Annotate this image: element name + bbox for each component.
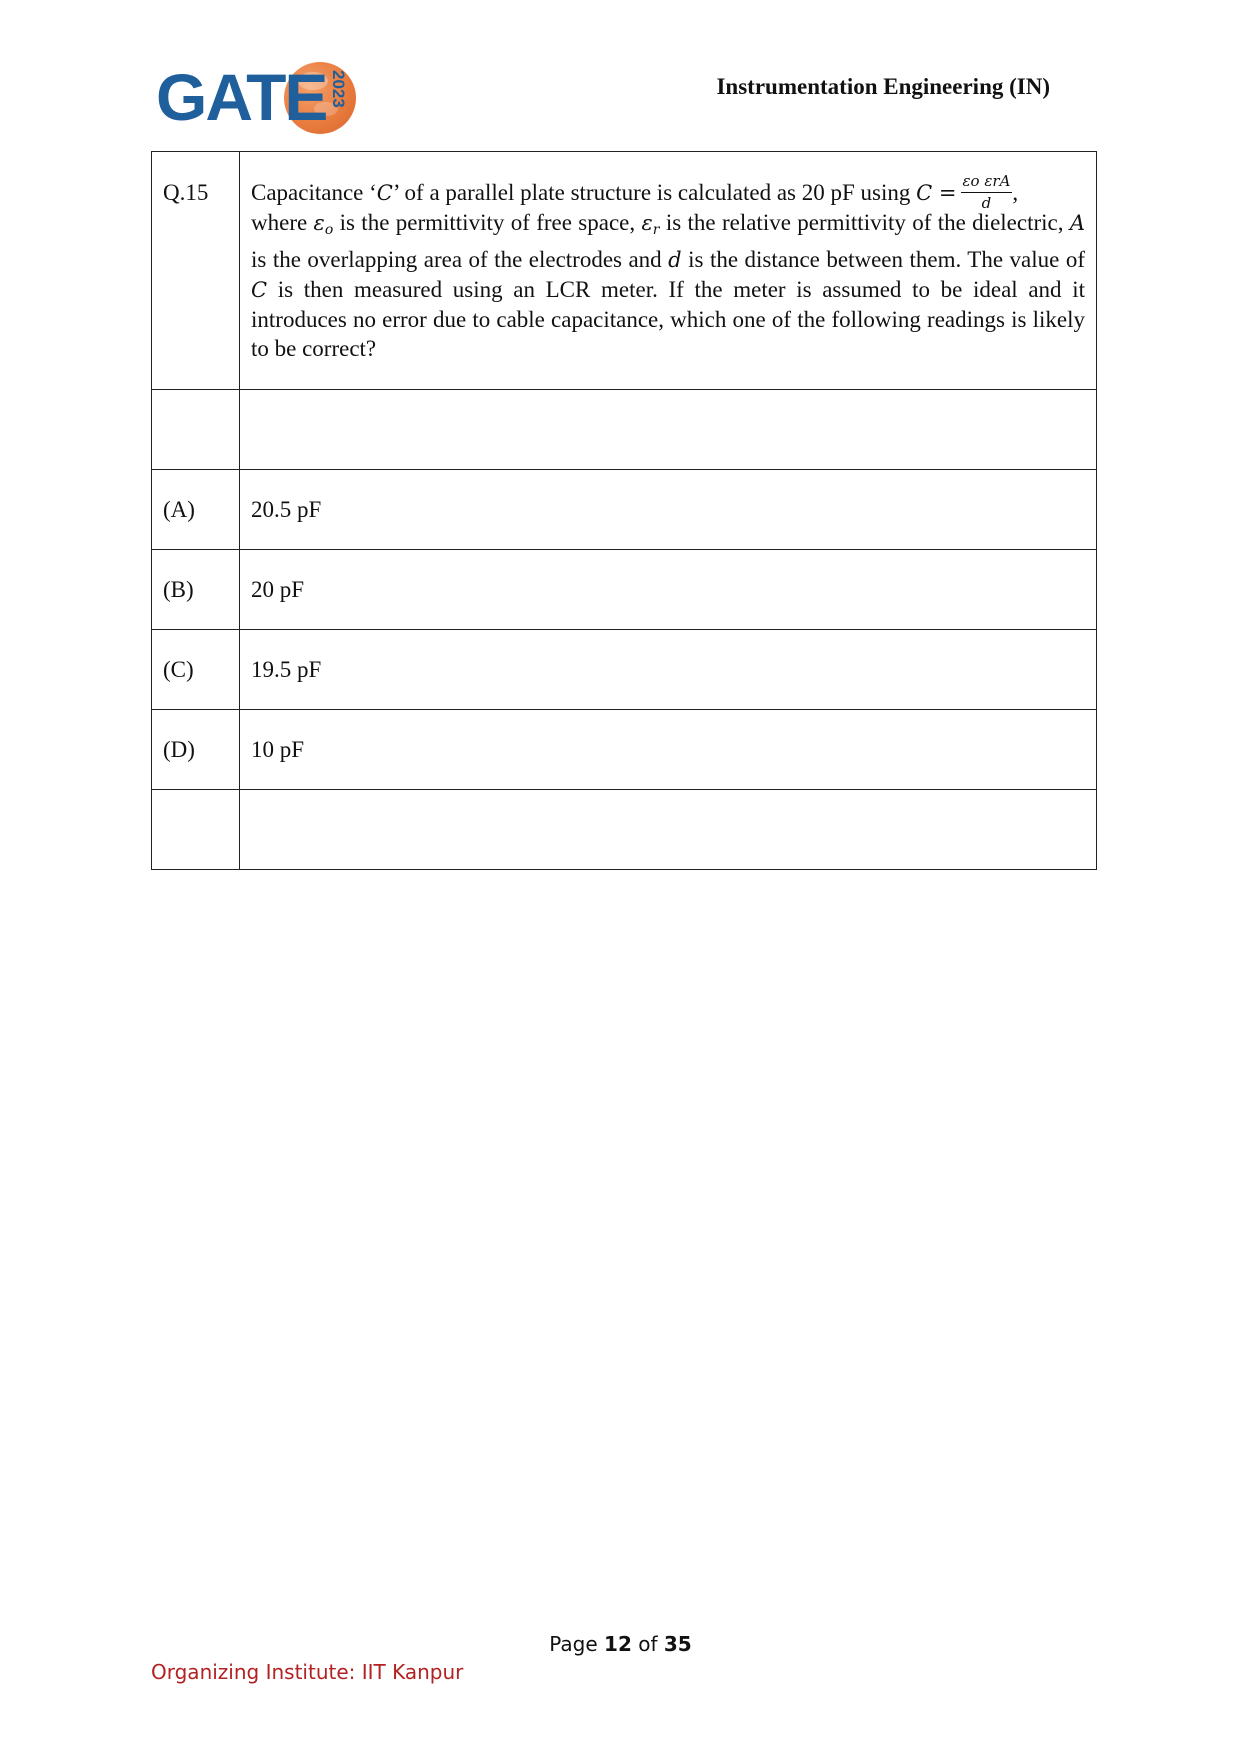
blank-row xyxy=(152,790,1097,870)
page-total: 35 xyxy=(663,1632,692,1656)
symbol-epsilon-o: ε xyxy=(313,211,325,235)
paper-title: Instrumentation Engineering (IN) xyxy=(716,74,1050,99)
formula-numerator: εo εrA xyxy=(961,174,1013,193)
symbol-C: C xyxy=(376,181,393,205)
option-label: (B) xyxy=(152,550,240,630)
question-text-part: is the distance between them. The value of xyxy=(681,247,1085,272)
symbol-subscript: o xyxy=(324,222,334,238)
page-mid: of xyxy=(631,1632,664,1656)
question-row xyxy=(152,152,1097,390)
page-prefix: Page xyxy=(549,1632,605,1656)
option-label: (D) xyxy=(152,710,240,790)
option-row[interactable] xyxy=(152,470,1097,550)
formula-denominator: d xyxy=(981,194,992,213)
blank-cell xyxy=(152,390,240,470)
symbol-C: C xyxy=(251,278,268,302)
option-label: (A) xyxy=(152,470,240,550)
symbol-epsilon-r: ε xyxy=(641,211,653,235)
blank-cell xyxy=(152,790,240,870)
blank-row xyxy=(152,390,1097,470)
question-text-part: is the relative permittivity of the dielectric, xyxy=(659,210,1070,235)
logo-text: GATE xyxy=(156,60,327,134)
organizing-institute: Organizing Institute: IIT Kanpur xyxy=(151,1660,464,1684)
question-text xyxy=(240,152,1097,390)
blank-cell xyxy=(240,790,1097,870)
question-text-part: is then measured using an LCR meter. If the meter is assumed to be ideal and it introduces no error due to cable capacitance, which one of the following readings is likely to be correct? xyxy=(251,277,1085,361)
blank-cell xyxy=(240,390,1097,470)
option-row[interactable] xyxy=(152,630,1097,710)
question-number: Q.15 xyxy=(152,152,240,390)
logo-year: 2023 xyxy=(329,70,348,108)
option-row[interactable] xyxy=(152,710,1097,790)
option-text: 20 pF xyxy=(240,550,1097,630)
option-text: 19.5 pF xyxy=(240,630,1097,710)
symbol-A: A xyxy=(1069,211,1085,235)
question-text-part: Capacitance ‘ xyxy=(251,180,377,205)
capacitance-formula xyxy=(961,174,1013,211)
gate-2023-logo xyxy=(156,62,356,142)
page-current: 12 xyxy=(604,1632,632,1656)
option-text: 20.5 pF xyxy=(240,470,1097,550)
symbol-subscript: r xyxy=(652,222,660,238)
option-label: (C) xyxy=(152,630,240,710)
question-text-part: is the overlapping area of the electrodes and xyxy=(251,247,669,272)
page-number xyxy=(0,1632,1241,1656)
question-table xyxy=(151,151,1097,870)
question-text-part: , xyxy=(1012,180,1019,205)
option-text: 10 pF xyxy=(240,710,1097,790)
option-row[interactable] xyxy=(152,550,1097,630)
formula-lhs: C = xyxy=(916,181,957,205)
question-text-part: where xyxy=(251,210,314,235)
question-text-part: is the permittivity of free space, xyxy=(333,210,642,235)
question-text-part: ’ of a parallel plate structure is calculated as 20 pF using xyxy=(392,180,917,205)
symbol-d: d xyxy=(668,248,682,272)
